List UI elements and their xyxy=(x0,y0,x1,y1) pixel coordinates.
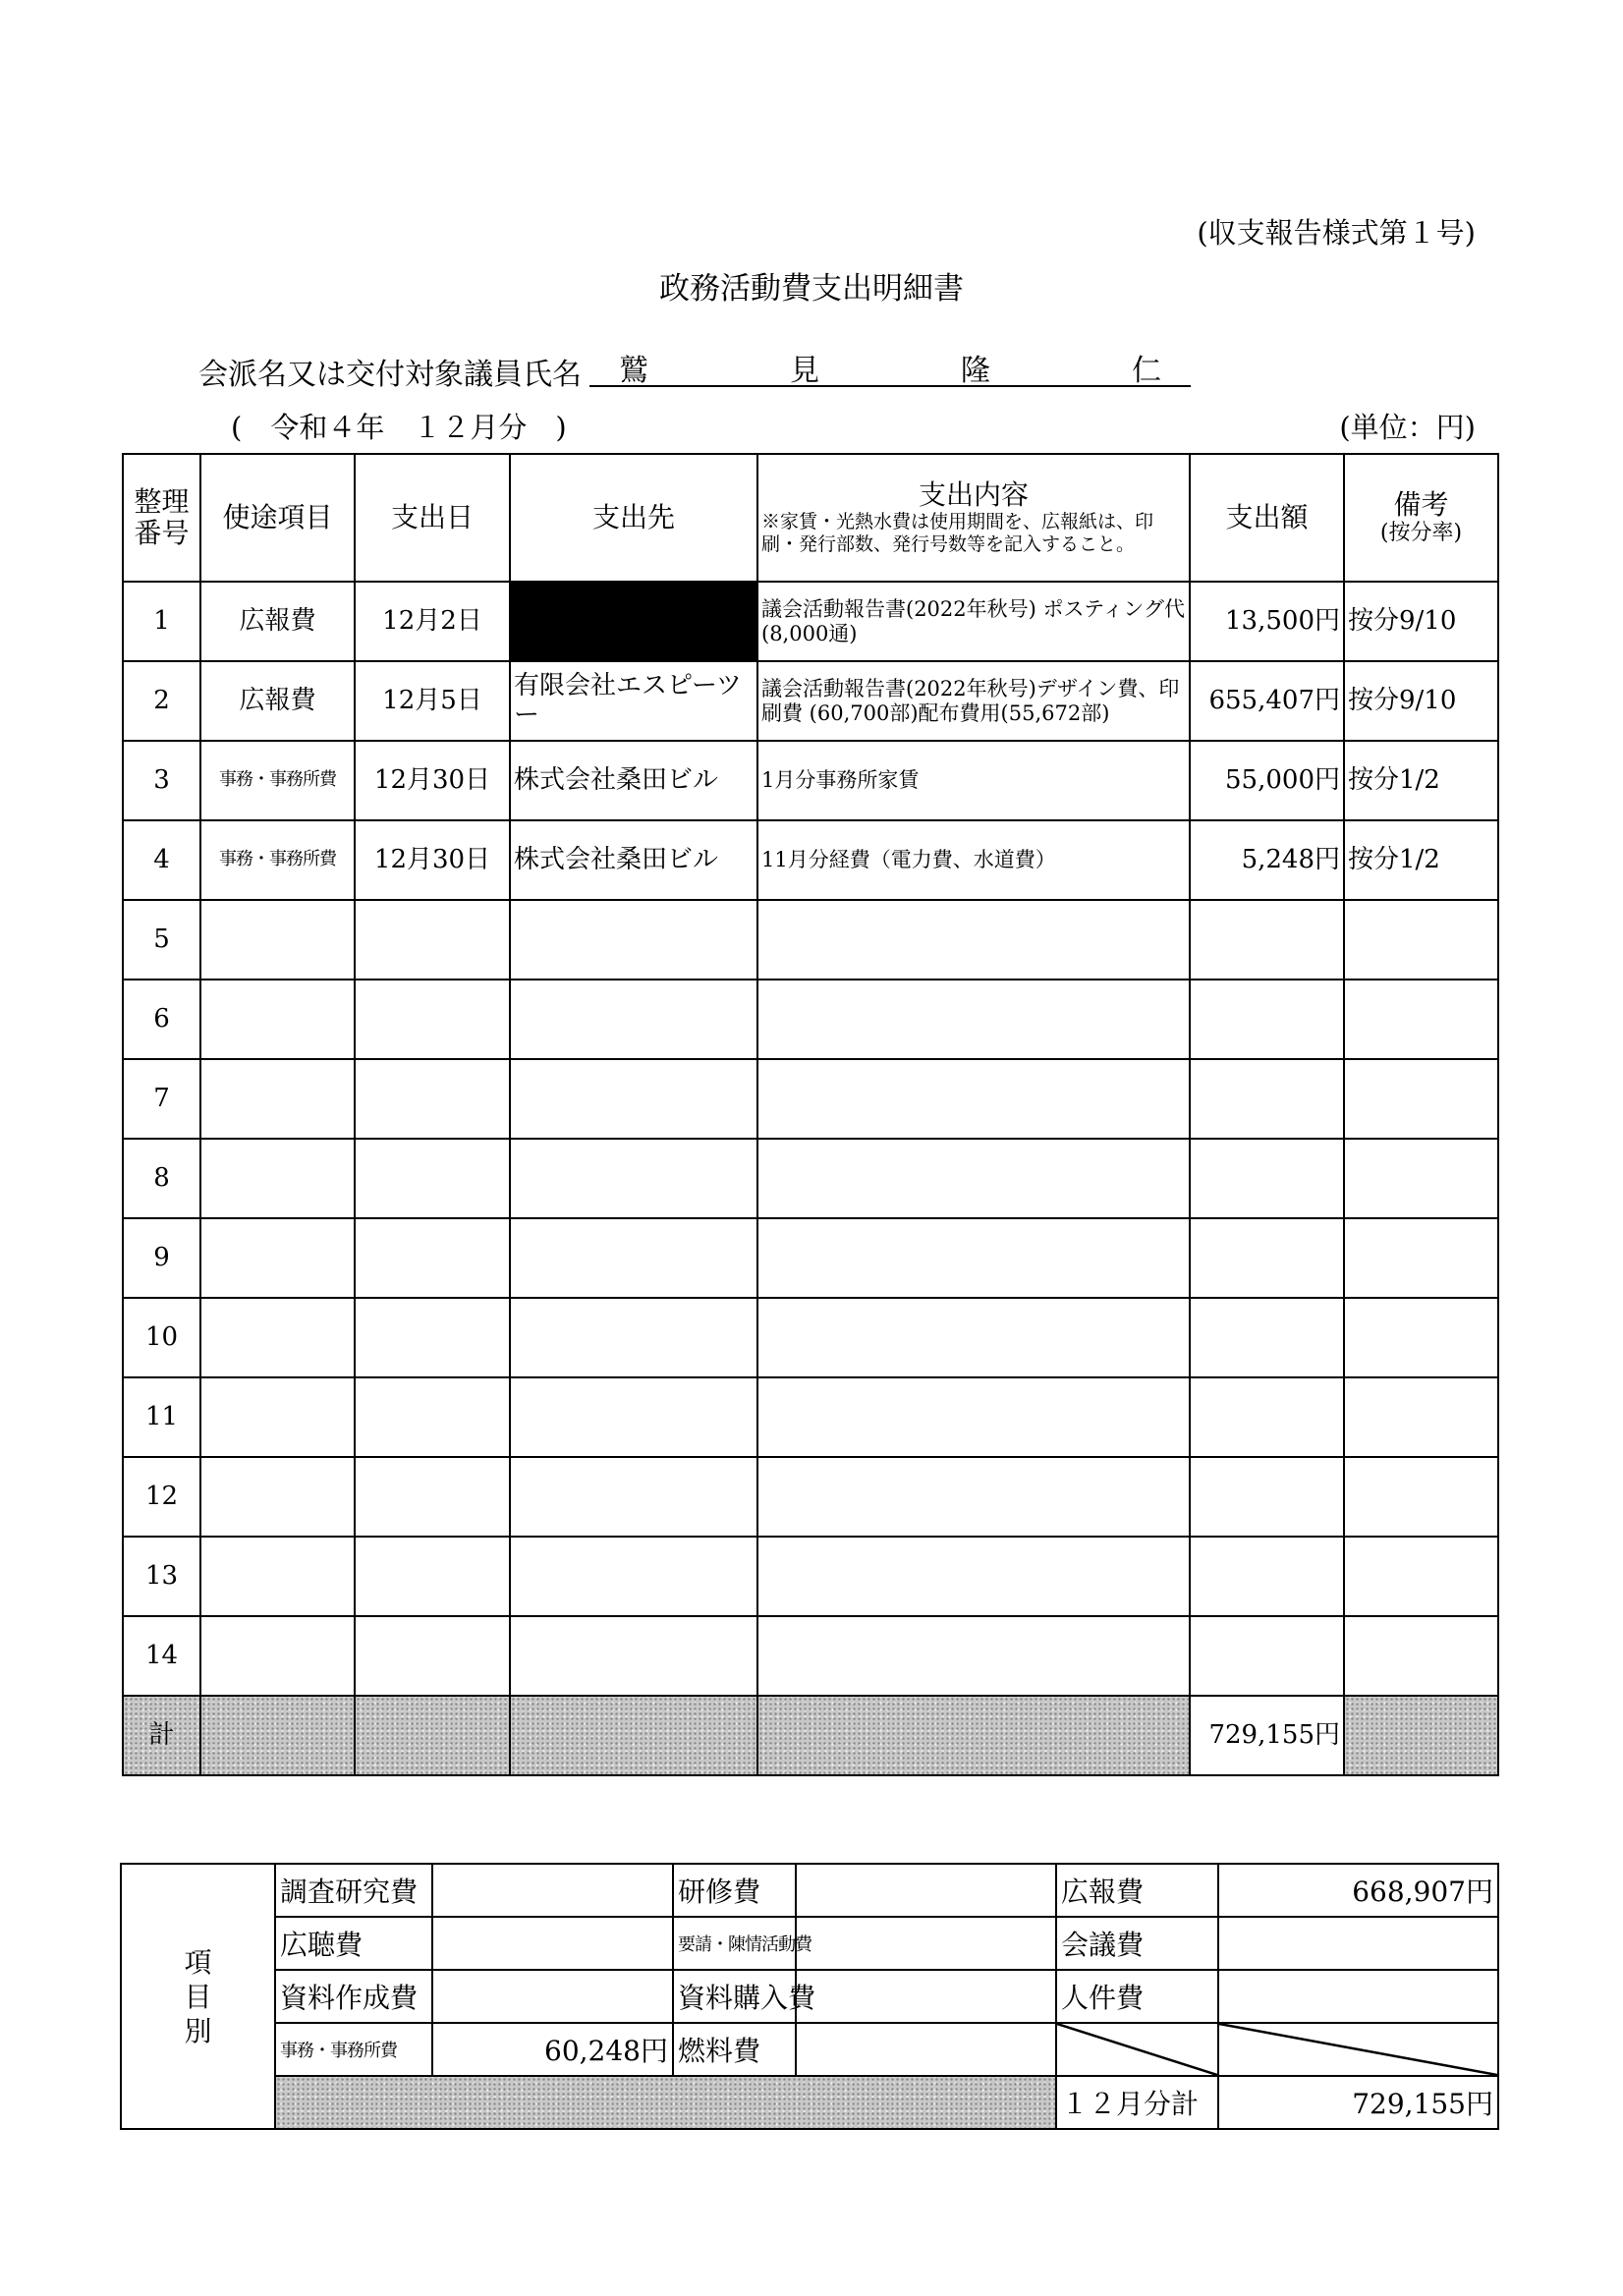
summary-label-petition: 要請・陳情活動費 xyxy=(673,1917,796,1970)
row-date xyxy=(355,1377,510,1457)
row-payee xyxy=(510,1616,757,1696)
summary-label-document: 資料作成費 xyxy=(275,1970,432,2023)
row-content: 11月分経費（電力費、水道費） xyxy=(757,820,1190,900)
row-payee xyxy=(510,1298,757,1377)
summary-value-petition xyxy=(796,1917,1056,1970)
row-no: 4 xyxy=(123,820,200,900)
row-amount: 655,407円 xyxy=(1190,661,1344,741)
form-number: (収支報告様式第１号) xyxy=(1197,216,1476,250)
row-date: 12月5日 xyxy=(355,661,510,741)
table-row xyxy=(123,1298,1498,1377)
table-row xyxy=(123,1139,1498,1218)
row-date xyxy=(355,1616,510,1696)
row-payee: 株式会社桑田ビル xyxy=(510,741,757,820)
redacted-payee xyxy=(510,582,757,661)
shaded-cell xyxy=(510,1696,757,1775)
summary-label-hearing: 広聴費 xyxy=(275,1917,432,1970)
row-category: 事務・事務所費 xyxy=(200,741,355,820)
summary-label-pr: 広報費 xyxy=(1056,1864,1218,1917)
row-payee: 有限会社エスピーツー xyxy=(510,661,757,741)
row-no: 7 xyxy=(123,1059,200,1139)
row-amount xyxy=(1190,1377,1344,1457)
member-name-char: 仁 xyxy=(1132,354,1161,388)
row-content xyxy=(757,900,1190,980)
header-amount: 支出額 xyxy=(1190,454,1344,582)
row-content xyxy=(757,1218,1190,1298)
row-amount xyxy=(1190,980,1344,1059)
row-date: 12月2日 xyxy=(355,582,510,661)
row-date: 12月30日 xyxy=(355,820,510,900)
row-category: 広報費 xyxy=(200,582,355,661)
summary-label-research: 調査研究費 xyxy=(275,1864,432,1917)
table-row xyxy=(123,1616,1498,1696)
row-no: 5 xyxy=(123,900,200,980)
row-remarks xyxy=(1344,1457,1498,1537)
header-content xyxy=(757,454,1190,582)
summary-row xyxy=(121,2023,1498,2076)
summary-label-month-total: １２月分計 xyxy=(1056,2076,1218,2129)
row-payee xyxy=(510,900,757,980)
row-amount xyxy=(1190,1218,1344,1298)
row-category xyxy=(200,980,355,1059)
row-content xyxy=(757,1457,1190,1537)
row-no: 3 xyxy=(123,741,200,820)
row-remarks: 按分1/2 xyxy=(1344,820,1498,900)
row-no: 12 xyxy=(123,1457,200,1537)
row-content xyxy=(757,1139,1190,1218)
row-no: 2 xyxy=(123,661,200,741)
row-content: 議会活動報告書(2022年秋号) ポスティング代 (8,000通) xyxy=(757,582,1190,661)
row-content: 議会活動報告書(2022年秋号)デザイン費、印刷費 (60,700部)配布費用(55,672部) xyxy=(757,661,1190,741)
header-content-title: 支出内容 xyxy=(918,478,1029,512)
summary-value-pr: 668,907円 xyxy=(1218,1864,1498,1917)
header-remarks xyxy=(1344,454,1498,582)
row-date: 12月30日 xyxy=(355,741,510,820)
row-remarks xyxy=(1344,1059,1498,1139)
header-category: 使途項目 xyxy=(200,454,355,582)
row-no: 14 xyxy=(123,1616,200,1696)
header-remarks-sub: (按分率) xyxy=(1379,521,1463,546)
member-label: 会派名又は交付対象議員氏名 xyxy=(198,358,582,392)
summary-value-hearing xyxy=(432,1917,673,1970)
row-no: 10 xyxy=(123,1298,200,1377)
table-row xyxy=(123,1537,1498,1616)
row-content xyxy=(757,1298,1190,1377)
row-remarks xyxy=(1344,1218,1498,1298)
shaded-cell xyxy=(355,1696,510,1775)
row-content xyxy=(757,1377,1190,1457)
row-payee xyxy=(510,1218,757,1298)
row-amount xyxy=(1190,1139,1344,1218)
row-payee xyxy=(510,980,757,1059)
summary-table xyxy=(120,1863,1499,2130)
summary-value-fuel xyxy=(796,2023,1056,2076)
header-no: 整理番号 xyxy=(123,454,200,582)
row-no: 11 xyxy=(123,1377,200,1457)
row-remarks xyxy=(1344,1377,1498,1457)
row-category xyxy=(200,1139,355,1218)
total-label: 計 xyxy=(123,1696,200,1775)
table-row xyxy=(123,1457,1498,1537)
row-amount: 5,248円 xyxy=(1190,820,1344,900)
header-remarks-title: 備考 xyxy=(1393,488,1449,522)
summary-label-personnel: 人件費 xyxy=(1056,1970,1218,2023)
row-amount xyxy=(1190,1537,1344,1616)
row-date xyxy=(355,1537,510,1616)
table-row xyxy=(123,980,1498,1059)
row-remarks xyxy=(1344,980,1498,1059)
row-remarks: 按分1/2 xyxy=(1344,741,1498,820)
shaded-cell xyxy=(1344,1696,1498,1775)
document-title: 政務活動費支出明細書 xyxy=(659,271,964,307)
row-amount: 55,000円 xyxy=(1190,741,1344,820)
row-date xyxy=(355,1457,510,1537)
row-date xyxy=(355,1218,510,1298)
row-category xyxy=(200,1457,355,1537)
summary-label-fuel: 燃料費 xyxy=(673,2023,796,2076)
row-payee xyxy=(510,1377,757,1457)
member-name-char: 見 xyxy=(790,354,819,388)
row-payee xyxy=(510,1457,757,1537)
summary-row xyxy=(121,1970,1498,2023)
summary-label-purchase: 資料購入費 xyxy=(673,1970,796,2023)
row-content xyxy=(757,1059,1190,1139)
row-amount xyxy=(1190,1616,1344,1696)
row-no: 8 xyxy=(123,1139,200,1218)
row-category xyxy=(200,1616,355,1696)
table-row xyxy=(123,741,1498,820)
header-date: 支出日 xyxy=(355,454,510,582)
row-no: 9 xyxy=(123,1218,200,1298)
row-no: 6 xyxy=(123,980,200,1059)
summary-category-label xyxy=(121,1864,275,2129)
unit-label: (単位：円) xyxy=(1339,411,1476,444)
row-content xyxy=(757,1537,1190,1616)
row-payee xyxy=(510,1139,757,1218)
table-row xyxy=(123,661,1498,741)
table-row xyxy=(123,900,1498,980)
shaded-cell xyxy=(757,1696,1190,1775)
summary-value-personnel xyxy=(1218,1970,1498,2023)
shaded-cell xyxy=(200,1696,355,1775)
row-no: 1 xyxy=(123,582,200,661)
table-row xyxy=(123,1059,1498,1139)
member-name-char: 鷲 xyxy=(619,354,648,388)
table-header-row xyxy=(123,454,1498,582)
row-content xyxy=(757,980,1190,1059)
summary-label-training: 研修費 xyxy=(673,1864,796,1917)
row-remarks: 按分9/10 xyxy=(1344,582,1498,661)
diagonal-cell xyxy=(1218,2023,1498,2076)
row-no: 13 xyxy=(123,1537,200,1616)
row-remarks xyxy=(1344,1616,1498,1696)
summary-label-office: 事務・事務所費 xyxy=(275,2023,432,2076)
table-row xyxy=(123,1218,1498,1298)
row-remarks xyxy=(1344,1139,1498,1218)
row-date xyxy=(355,980,510,1059)
member-name xyxy=(589,346,1191,387)
summary-row xyxy=(121,1864,1498,1917)
summary-value-research xyxy=(432,1864,673,1917)
row-category xyxy=(200,1537,355,1616)
row-amount xyxy=(1190,1059,1344,1139)
row-remarks xyxy=(1344,900,1498,980)
row-amount xyxy=(1190,900,1344,980)
row-date xyxy=(355,900,510,980)
total-row xyxy=(123,1696,1498,1775)
summary-row xyxy=(121,2076,1498,2129)
summary-value-office: 60,248円 xyxy=(432,2023,673,2076)
row-content: 1月分事務所家賃 xyxy=(757,741,1190,820)
row-date xyxy=(355,1059,510,1139)
summary-row xyxy=(121,1917,1498,1970)
row-payee xyxy=(510,1059,757,1139)
row-amount xyxy=(1190,1457,1344,1537)
row-category: 広報費 xyxy=(200,661,355,741)
row-category xyxy=(200,1298,355,1377)
row-remarks xyxy=(1344,1298,1498,1377)
shaded-cell xyxy=(275,2076,1056,2129)
row-payee: 株式会社桑田ビル xyxy=(510,820,757,900)
total-amount: 729,155円 xyxy=(1190,1696,1344,1775)
summary-value-document xyxy=(432,1970,673,2023)
summary-value-meeting xyxy=(1218,1917,1498,1970)
header-payee: 支出先 xyxy=(510,454,757,582)
row-content xyxy=(757,1616,1190,1696)
row-category: 事務・事務所費 xyxy=(200,820,355,900)
row-category xyxy=(200,1059,355,1139)
expense-table xyxy=(122,453,1499,1776)
row-amount xyxy=(1190,1298,1344,1377)
table-row xyxy=(123,582,1498,661)
row-remarks: 按分9/10 xyxy=(1344,661,1498,741)
row-payee xyxy=(510,1537,757,1616)
table-body xyxy=(123,582,1498,1696)
table-row xyxy=(123,820,1498,900)
summary-label-meeting: 会議費 xyxy=(1056,1917,1218,1970)
report-period: ( 令和４年 １２月分 ) xyxy=(231,411,567,444)
header-content-note: ※家賃・光熱水費は使用期間を、広報紙は、印刷・発行部数、発行号数等を記入すること。 xyxy=(761,511,1154,556)
summary-value-training xyxy=(796,1864,1056,1917)
summary-value-purchase xyxy=(796,1970,1056,2023)
row-remarks xyxy=(1344,1537,1498,1616)
row-date xyxy=(355,1139,510,1218)
row-amount: 13,500円 xyxy=(1190,582,1344,661)
diagonal-cell xyxy=(1056,2023,1218,2076)
row-date xyxy=(355,1298,510,1377)
member-name-char: 隆 xyxy=(961,354,990,388)
row-category xyxy=(200,900,355,980)
summary-value-month-total: 729,155円 xyxy=(1218,2076,1498,2129)
row-category xyxy=(200,1377,355,1457)
row-category xyxy=(200,1218,355,1298)
table-row xyxy=(123,1377,1498,1457)
summary-category-text: 項目別 xyxy=(184,1945,212,2047)
